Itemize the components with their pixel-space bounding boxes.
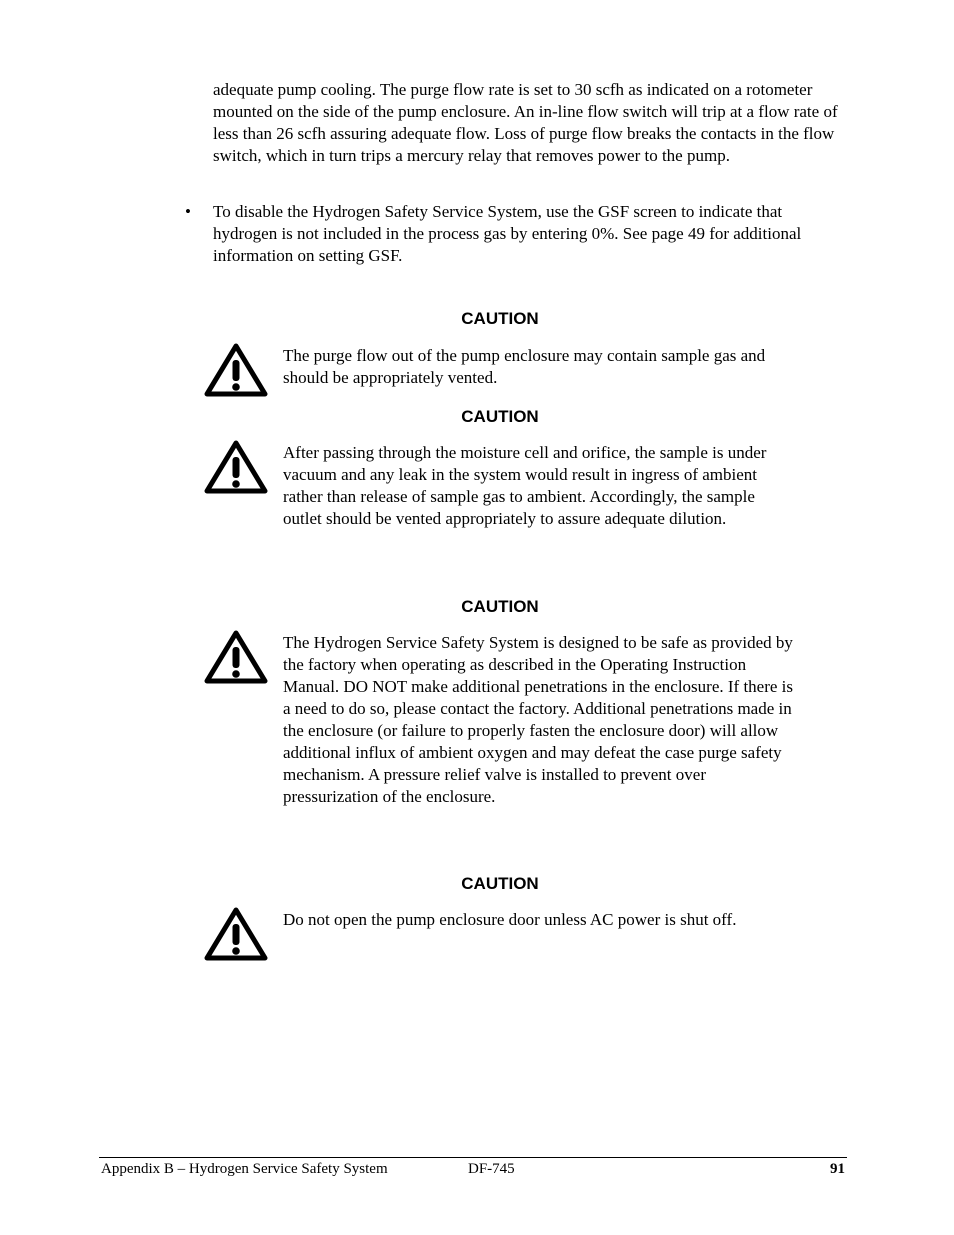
caution-heading: CAUTION — [461, 874, 539, 893]
footer-document-id: DF-745 — [468, 1161, 515, 1177]
caution-heading: CAUTION — [461, 407, 539, 426]
caution-text: The Hydrogen Service Safety System is designed to be safe as provided by the factory when operating as described in the Operating Instruction Manual. DO NOT make additional penetrations in the enclosure. If there is a need to do so, please contact the factory. Additional penetrations made in the enclosure (or failure to properly fasten the enclosure door) will allow additional influx of ambient oxygen and may defeat the case purge safety mechanism. A pressure relief valve is installed to prevent over pressurization of the enclosure. — [283, 633, 794, 806]
warning-triangle-icon — [204, 439, 268, 495]
warning-triangle-icon — [204, 629, 268, 685]
warning-triangle-icon — [204, 342, 268, 398]
warning-triangle-icon — [204, 906, 268, 962]
caution-text: Do not open the pump enclosure door unless AC power is shut off. — [283, 910, 737, 929]
caution-heading: CAUTION — [461, 309, 539, 328]
caution-text: After passing through the moisture cell and orifice, the sample is under vacuum and any leak in the system would result in ingress of ambient rather than release of sample gas to ambient. Accordingly, the sample outlet should be vented appropriately to assure adequate dilution. — [283, 443, 767, 528]
body-paragraph-continued: adequate pump cooling. The purge flow rate is set to 30 scfh as indicated on a rotometer mounted on the side of the pump enclosure. An in-line flow switch will trip at a flow rate of less than 26 scfh assuring adequate flow. Loss of purge flow breaks the contacts in the flow switch, which in turn trips a mercury relay that removes power to the pump. — [213, 80, 838, 165]
bullet-paragraph: To disable the Hydrogen Safety Service System, use the GSF screen to indicate that hydrogen is not included in the process gas by entering 0%. See page 49 for additional information on setting GSF. — [213, 202, 802, 265]
bullet-symbol: • — [185, 202, 191, 221]
footer-section-title: Appendix B – Hydrogen Service Safety System — [101, 1161, 388, 1177]
caution-text: The purge flow out of the pump enclosure may contain sample gas and should be appropriately vented. — [283, 346, 766, 387]
footer-page-number: 91 — [830, 1161, 845, 1177]
caution-heading: CAUTION — [461, 597, 539, 616]
footer-divider — [99, 1157, 847, 1158]
